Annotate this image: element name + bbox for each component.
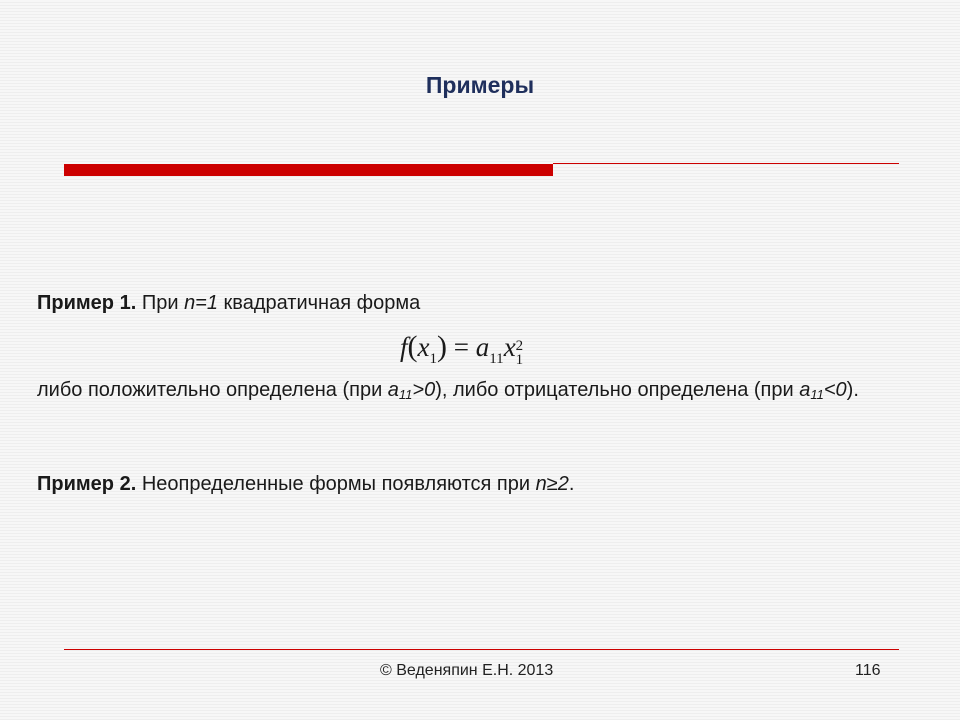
a11-symbol: a	[387, 379, 399, 401]
example-1-text-mid: ), либо отрицательно определена (при	[435, 379, 800, 401]
formula-eq: =	[453, 332, 469, 362]
a11-subscript: 11	[398, 387, 413, 402]
example-1-lead: При	[136, 292, 185, 314]
positive-condition: >0	[412, 379, 436, 401]
page-number: 116	[855, 662, 881, 679]
formula-paren-open: (	[407, 330, 418, 363]
a11-symbol-2: a	[799, 379, 811, 401]
formula-x: x	[417, 332, 430, 362]
formula-x-sub: 1	[429, 351, 437, 367]
footer-copyright: © Веденяпин Е.Н. 2013	[380, 662, 554, 679]
example-1-text-start: либо положительно определена (при	[37, 379, 388, 401]
example-2	[37, 469, 924, 500]
a11-subscript-2: 11	[810, 387, 824, 402]
title-rule-thick	[64, 164, 553, 176]
example-2-label: Пример 2.	[37, 473, 137, 495]
example-1-label: Пример 1.	[37, 292, 137, 314]
formula-x2: x	[503, 332, 516, 362]
example-1-text-end: ).	[846, 379, 859, 401]
title-rule-thin	[553, 163, 899, 164]
example-1-intro	[37, 288, 924, 319]
formula-x2-sub: 1	[515, 352, 524, 368]
footer-rule	[64, 649, 899, 650]
example-1-n: n=1	[184, 292, 218, 314]
example-1-conclusion	[37, 375, 924, 410]
example-1-tail: квадратичная форма	[218, 292, 421, 314]
negative-condition: <0	[823, 379, 847, 401]
example-2-text: Неопределенные формы появляются при	[136, 473, 536, 495]
formula-a: a	[475, 332, 490, 362]
formula-x2-scripts	[516, 339, 524, 367]
example-2-end: .	[568, 473, 575, 495]
formula-paren-close: )	[437, 330, 447, 363]
quadratic-form-formula	[400, 327, 523, 379]
slide-title: Примеры	[425, 72, 535, 98]
formula-x2-sup: 2	[515, 338, 524, 354]
formula-a-sub: 11	[489, 351, 504, 367]
formula-f: f	[400, 332, 408, 362]
example-2-n: n≥2	[535, 473, 569, 495]
